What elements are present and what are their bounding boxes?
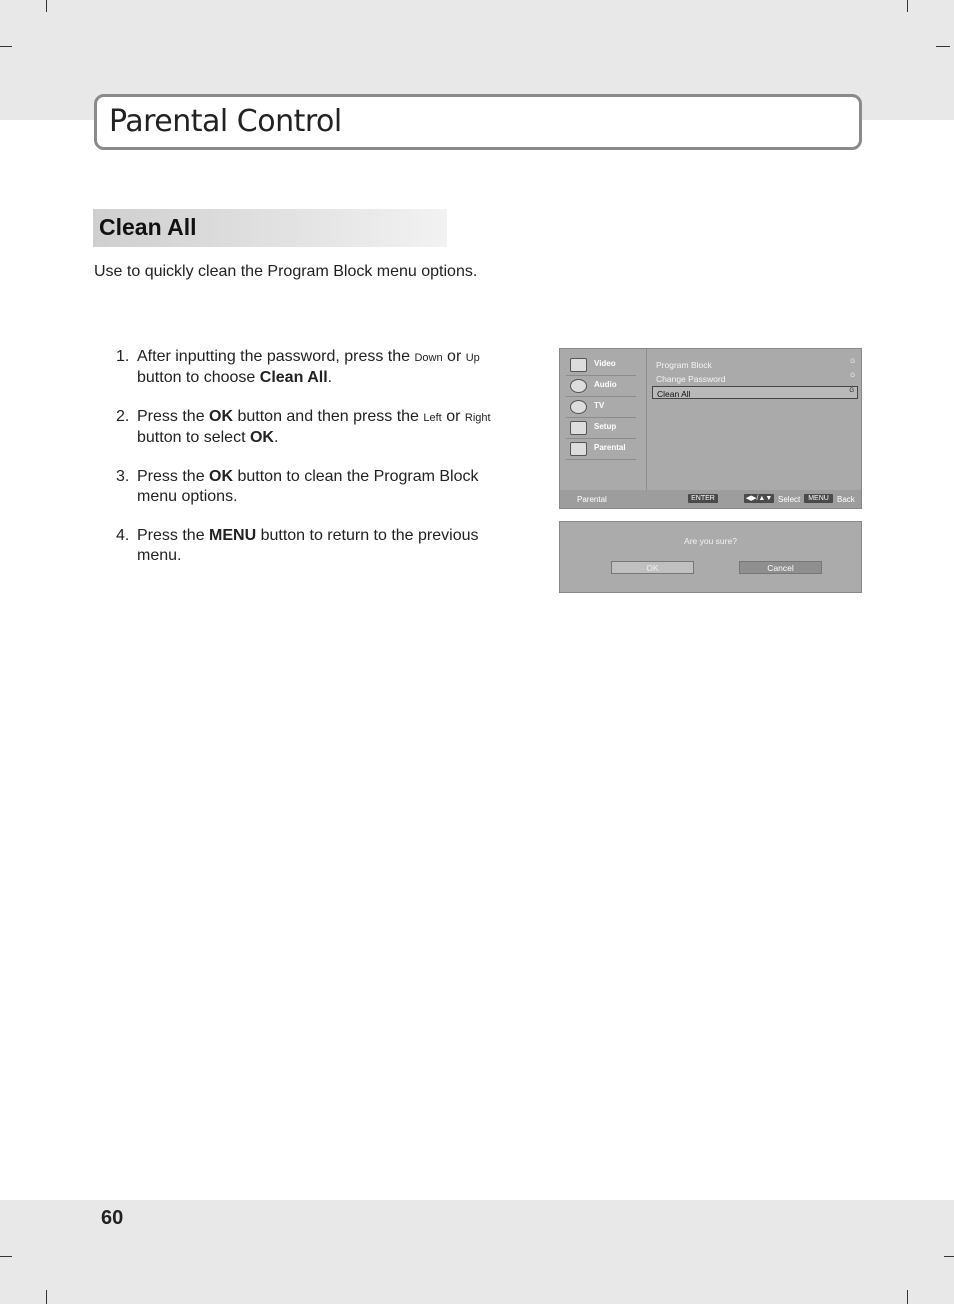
cancel-button[interactable]: Cancel — [739, 561, 822, 574]
step-text: . — [273, 429, 279, 446]
step-3 — [116, 467, 516, 507]
key-right: Right — [464, 412, 491, 424]
page-number: 60 — [101, 1207, 124, 1229]
arrow-keys-icon: ◀▶/▲▼ — [745, 495, 773, 502]
sidebar-item-label: Audio — [594, 380, 617, 389]
footer-band — [0, 1200, 954, 1304]
footer-back-label: Back — [837, 495, 855, 504]
crop-mark — [944, 1256, 954, 1257]
enter-key-badge: ENTER — [688, 494, 718, 503]
step-text: button to choose — [137, 369, 260, 386]
sidebar-item-audio[interactable] — [566, 376, 636, 397]
menu-option-change-password[interactable] — [652, 372, 858, 385]
sidebar-item-setup[interactable] — [566, 418, 636, 439]
tv-icon — [570, 400, 587, 414]
menu-option-label: Clean All — [657, 389, 691, 399]
step-text: . — [327, 369, 333, 386]
menu-option-label: Change Password — [656, 374, 726, 384]
step-text: Press the — [137, 468, 210, 485]
crop-mark — [0, 1256, 12, 1257]
crop-mark — [0, 46, 12, 47]
step-number: 2. — [116, 408, 130, 425]
menu-option-program-block[interactable] — [652, 358, 858, 371]
sidebar-item-parental[interactable] — [566, 439, 636, 460]
step-2 — [116, 407, 516, 448]
dialog-question: Are you sure? — [684, 536, 737, 546]
audio-icon — [570, 379, 587, 393]
tv-menu-screenshot — [559, 348, 862, 509]
page-title-box — [94, 94, 862, 150]
step-text: button to clean the Program Block menu options. — [137, 468, 479, 505]
step-text: After inputting the password, press the — [137, 348, 415, 365]
confirm-dialog — [559, 521, 862, 593]
step-number: 1. — [116, 348, 130, 365]
section-header — [93, 209, 447, 247]
key-left: Left — [423, 412, 442, 424]
option-arrow-icon: G — [849, 388, 854, 394]
menu-sidebar — [560, 349, 647, 490]
crop-mark — [46, 0, 47, 12]
key-down: Down — [414, 352, 443, 364]
crop-mark — [936, 46, 950, 47]
sidebar-item-tv[interactable] — [566, 397, 636, 418]
menu-option-clean-all[interactable] — [652, 386, 858, 399]
step-bold: OK — [209, 468, 234, 485]
section-title: Clean All — [99, 214, 197, 240]
option-arrow-icon: G — [850, 373, 855, 379]
section-intro: Use to quickly clean the Program Block menu options. — [94, 263, 478, 280]
step-text: or — [442, 348, 466, 365]
sidebar-item-label: TV — [594, 401, 605, 410]
step-bold: Clean All — [259, 369, 328, 386]
sidebar-item-video[interactable] — [566, 355, 636, 376]
step-text: Press the — [137, 527, 210, 544]
parental-icon — [570, 442, 587, 456]
step-text: button to return to the previous menu. — [137, 527, 479, 564]
menu-key-badge: MENU — [804, 494, 833, 503]
page-title: Parental Control — [109, 104, 342, 139]
ok-button[interactable]: OK — [611, 561, 694, 574]
setup-icon — [570, 421, 587, 435]
step-text: button and then press the — [233, 408, 424, 425]
menu-footer — [560, 490, 861, 508]
option-arrow-icon: G — [850, 359, 855, 365]
step-4 — [116, 526, 516, 566]
footer-section-label: Parental — [577, 495, 607, 504]
step-text: or — [441, 408, 465, 425]
step-1 — [116, 347, 516, 388]
sidebar-item-label: Parental — [594, 443, 626, 452]
step-number: 4. — [116, 527, 130, 544]
sidebar-item-label: Setup — [594, 422, 617, 431]
instruction-steps — [116, 347, 516, 585]
step-bold: OK — [209, 408, 234, 425]
step-bold: MENU — [209, 527, 257, 544]
video-icon — [570, 358, 587, 372]
crop-mark — [907, 1290, 908, 1304]
key-up: Up — [465, 352, 480, 364]
step-number: 3. — [116, 468, 130, 485]
step-bold: OK — [249, 429, 274, 446]
crop-mark — [907, 0, 908, 12]
footer-select-label: Select — [778, 495, 801, 504]
step-text: button to select — [137, 429, 250, 446]
step-text: Press the — [137, 408, 210, 425]
crop-mark — [46, 1290, 47, 1304]
sidebar-item-label: Video — [594, 359, 616, 368]
menu-option-label: Program Block — [656, 360, 712, 370]
